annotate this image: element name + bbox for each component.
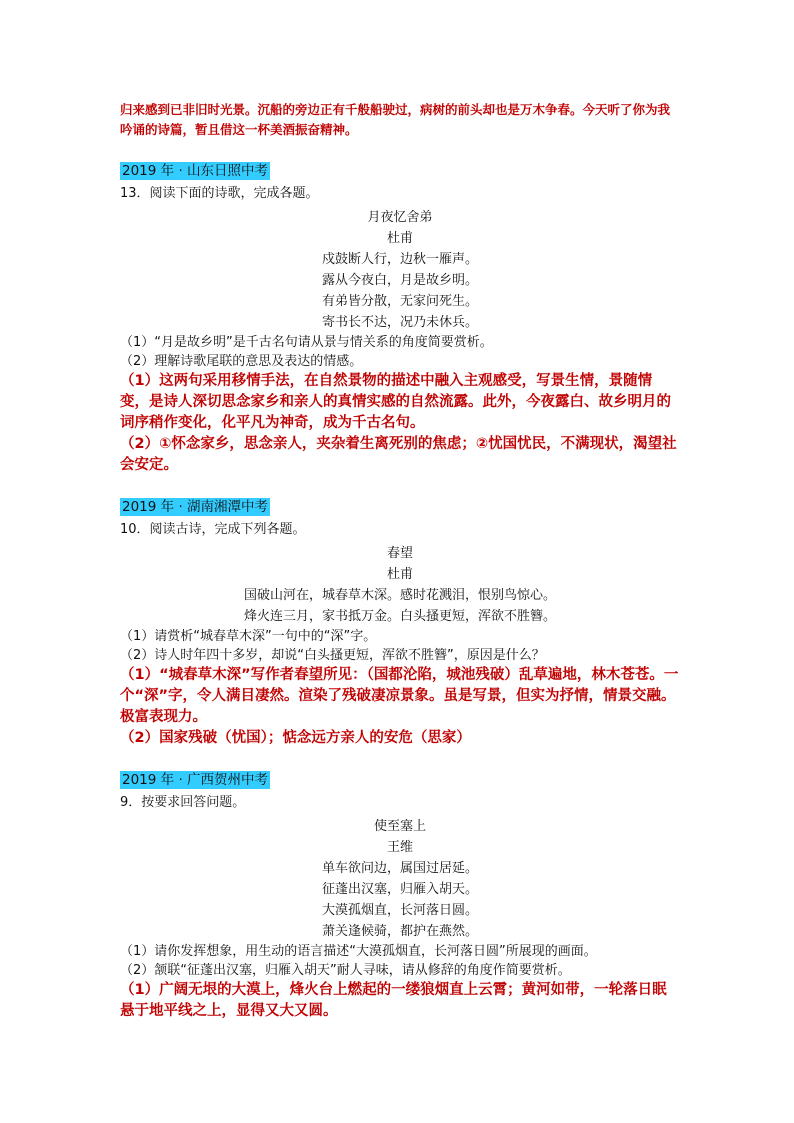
poem-line: 戍鼓断人行，边秋一雁声。 <box>321 252 478 267</box>
poem-line: 寄书长不达，况乃未休兵。 <box>321 315 478 330</box>
answer: （2）①怀念家乡，思念亲人，夹杂着生离死别的焦虑；②忧国忧民，不满现状，渴望社会安定。 <box>120 436 677 473</box>
answer: （1）这两句采用移情手法，在自然景物的描述中融入主观感受，写景生情，景随情变，是诗人深切思念家乡和亲人的真情实感的自然流露。此外，今夜露白、故乡明月的词序稍作变化，化平凡为神奇，成为千古名句。 <box>120 373 671 431</box>
poem-title: 月夜忆舍弟 <box>367 210 433 225</box>
poem-line: 征蓬出汉塞，归雁入胡天。 <box>321 882 478 897</box>
poem-line: 露从今夜白，月是故乡明。 <box>321 273 478 288</box>
subquestion: （2）颔联“征蓬出汉塞，归雁入胡天”耐人寻味，请从修辞的角度作简要赏析。 <box>120 963 571 978</box>
answer: （1）“城春草木深”写作者春望所见：（国都沦陷，城池残破）乱草遍地，林木苍苍。一个“深”字，令人满目凄然。渲染了残破凄凉景象。虽是写景，但实为抒情，情景交融。极富表现力。 <box>120 667 679 725</box>
subquestion: （1）“月是故乡明”是千古名句请从景与情关系的角度简要赏析。 <box>120 335 493 350</box>
poem <box>120 207 680 333</box>
poem <box>120 543 680 627</box>
intro-answer: 归来感到已非旧时光景。沉船的旁边正有千般船驶过，病树的前头却也是万木争春。今天听了你为我吟诵的诗篇，暂且借这一杯美酒振奋精神。 <box>120 102 671 137</box>
subquestion: （1）请你发挥想象，用生动的语言描述“大漠孤烟直，长河落日圆”所展现的画面。 <box>120 944 597 959</box>
section-xiangtan <box>120 496 680 749</box>
poem-line: 单车欲问边，属国过居延。 <box>321 861 478 876</box>
poem <box>120 816 680 942</box>
poem-line: 国破山河在，城春草木深。感时花溅泪，恨别鸟惊心。 <box>243 588 556 603</box>
section-rizhao <box>120 160 680 476</box>
subquestion: （1）请赏析“城春草木深”一句中的“深”字。 <box>120 629 377 644</box>
subquestion: （2）诗人时年四十多岁，却说“白头搔更短，浑欲不胜簪”，原因是什么？ <box>120 648 545 663</box>
answer: （1）广阔无垠的大漠上，烽火台上燃起的一缕狼烟直上云霄；黄河如带，一轮落日眠悬于地平线之上，显得又大又圆。 <box>120 982 667 1019</box>
section-hezhou <box>120 769 680 1022</box>
poem-title: 使至塞上 <box>373 819 426 834</box>
subquestion: （2）理解诗歌尾联的意思及表达的情感。 <box>120 354 363 369</box>
exam-source-tag: 2019 年 · 广西贺州中考 <box>122 772 269 788</box>
document-content <box>120 100 680 1022</box>
poem-line: 大漠孤烟直，长河落日圆。 <box>321 903 478 918</box>
poem-line: 烽火连三月，家书抵万金。白头搔更短，浑欲不胜簪。 <box>243 609 556 624</box>
question-stem: 10．阅读古诗，完成下列各题。 <box>120 522 306 537</box>
poem-author: 王维 <box>386 840 413 855</box>
exam-source-tag: 2019 年 · 湖南湘潭中考 <box>122 499 269 515</box>
answer: （2）国家残破（忧国）；惦念远方亲人的安危（思家） <box>120 730 471 746</box>
question-stem: 13．阅读下面的诗歌，完成各题。 <box>120 186 319 201</box>
poem-title: 春望 <box>386 546 413 561</box>
question-stem: 9．按要求回答问题。 <box>120 795 246 810</box>
poem-author: 杜甫 <box>386 567 413 582</box>
exam-source-tag: 2019 年 · 山东日照中考 <box>122 163 269 179</box>
poem-author: 杜甫 <box>386 231 413 246</box>
poem-line: 有弟皆分散，无家问死生。 <box>321 294 478 309</box>
poem-line: 萧关逢候骑，都护在燕然。 <box>321 924 478 939</box>
